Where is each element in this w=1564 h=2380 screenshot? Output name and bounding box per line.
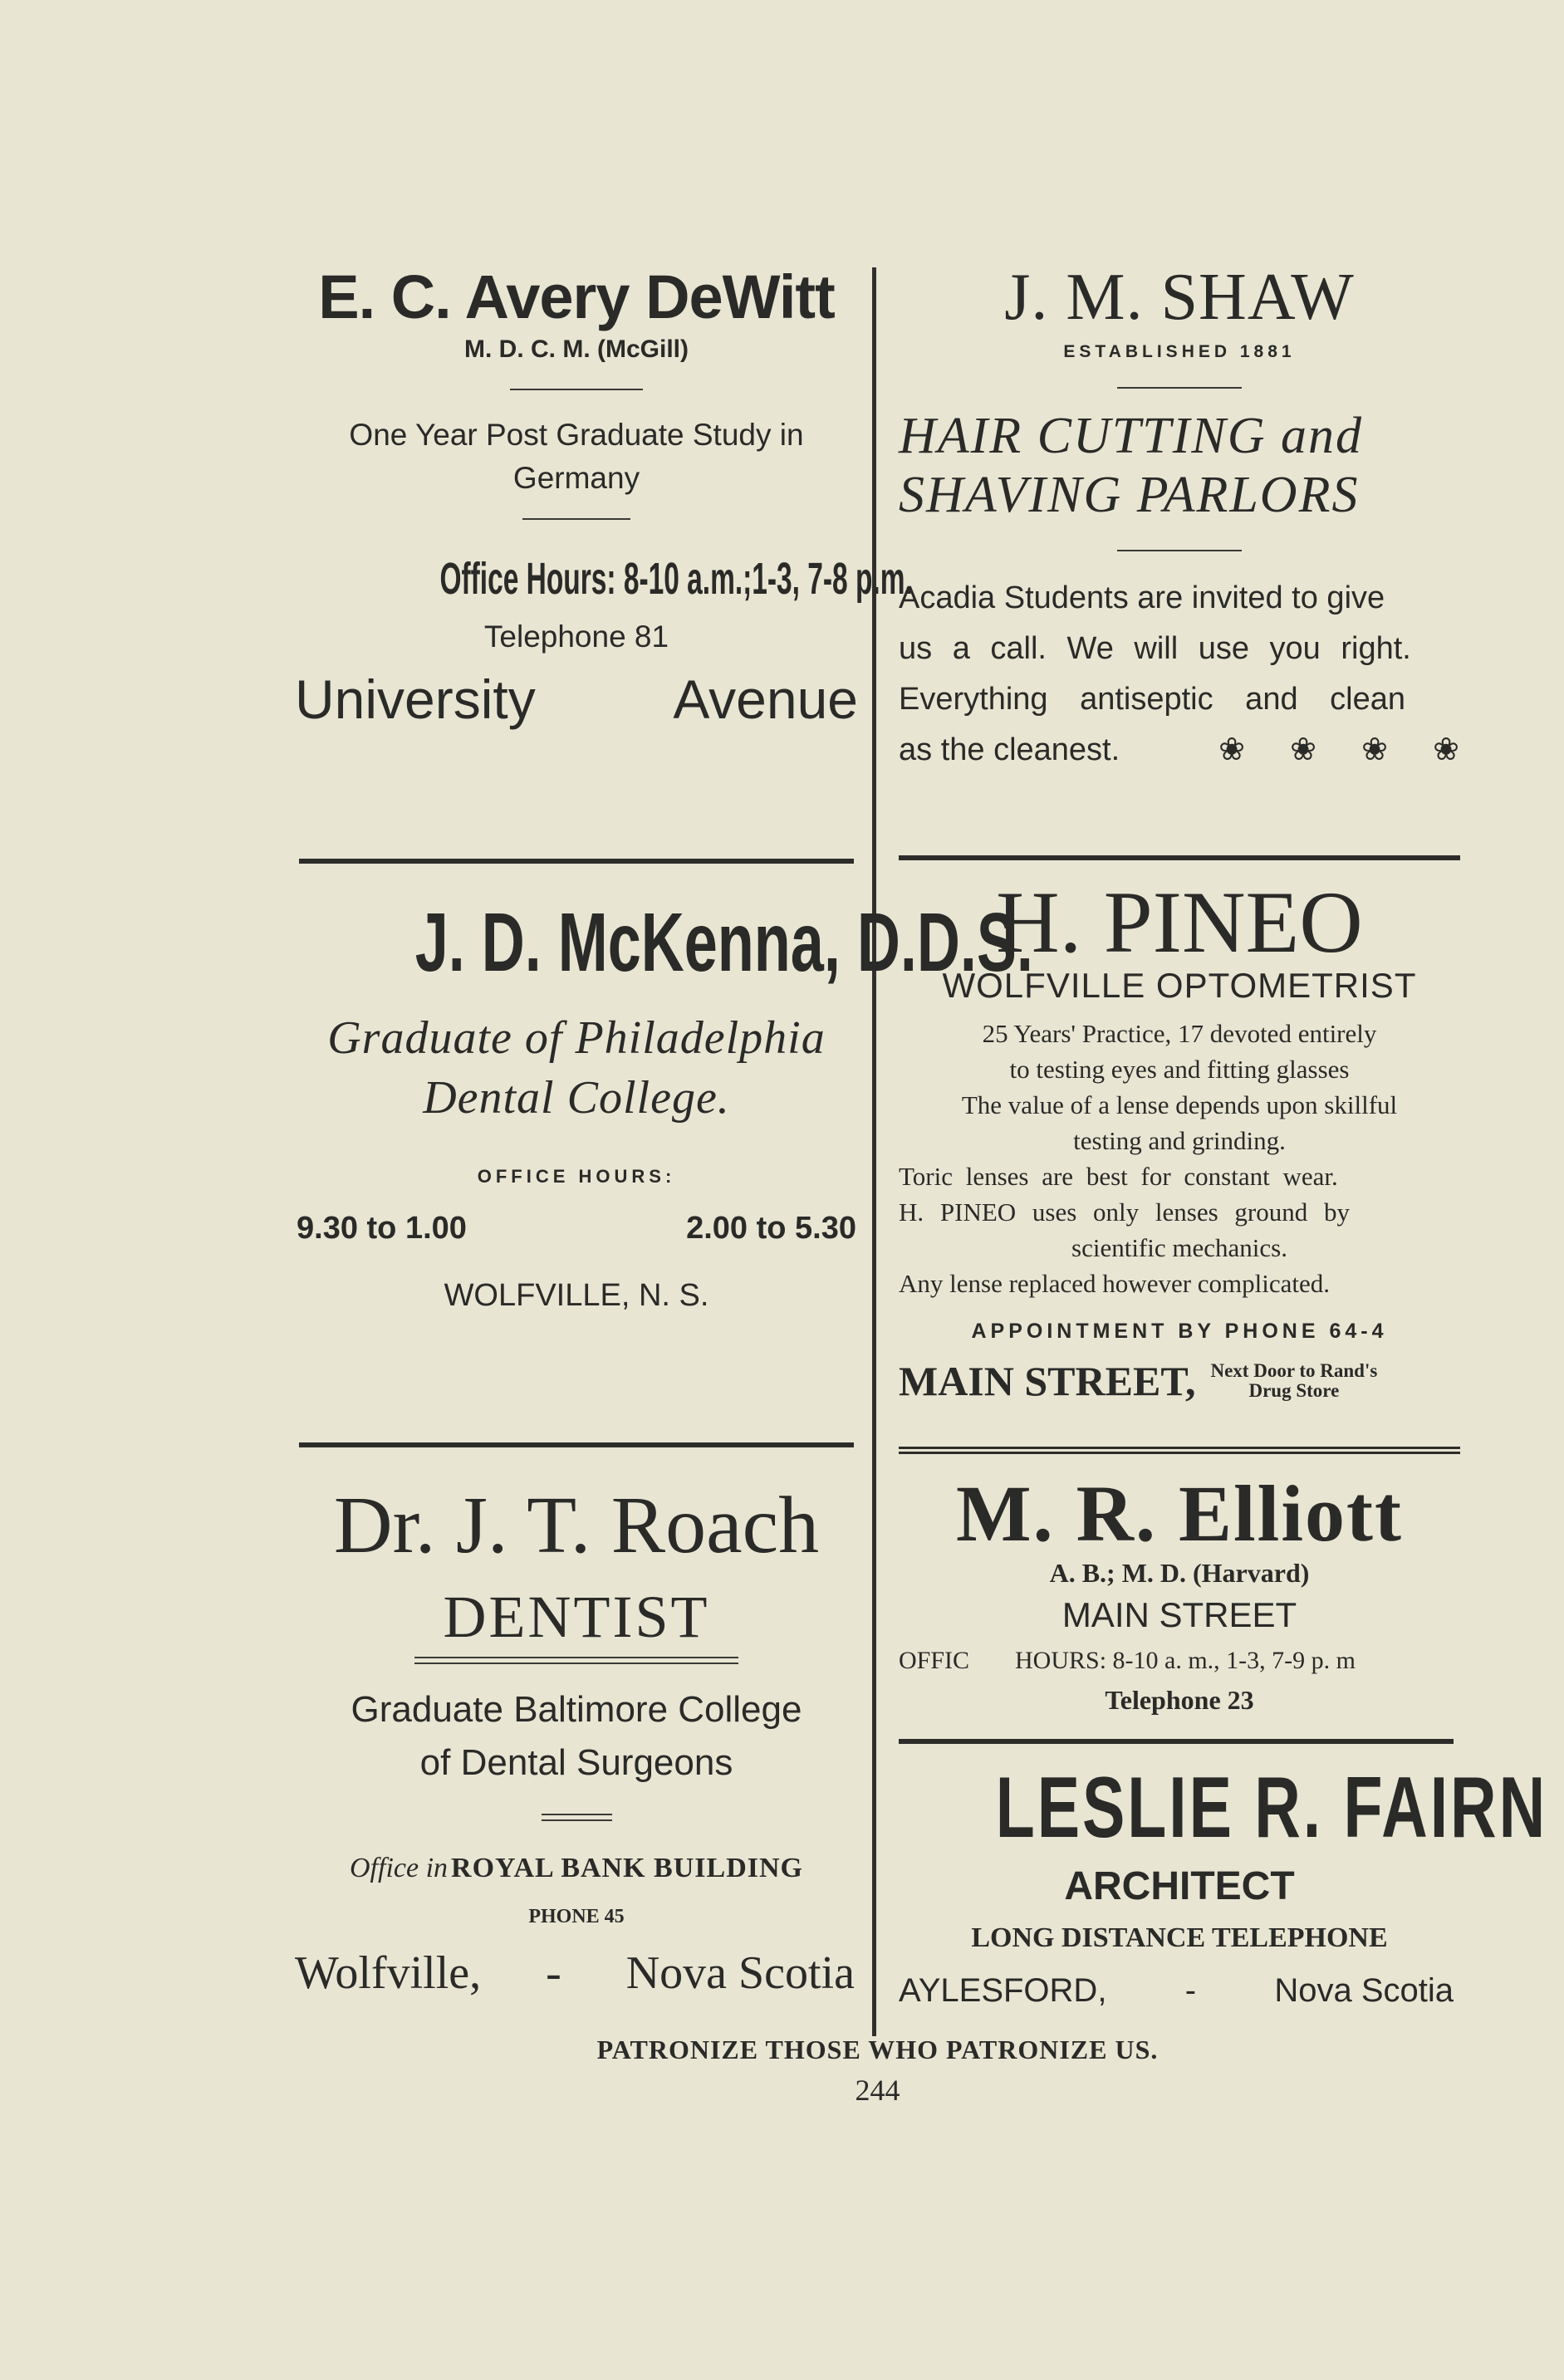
footer-slogan: PATRONIZE THOSE WHO PATRONIZE US. — [596, 2035, 1159, 2064]
pineo-line-7: scientific mechanics. — [1071, 1233, 1287, 1262]
elliott-degree: A. B.; M. D. (Harvard) — [1049, 1558, 1310, 1588]
section-rule — [899, 1447, 1460, 1449]
mckenna-town: WOLFVILLE, N. S. — [444, 1278, 709, 1313]
next-door-line-2: Drug Store — [1248, 1380, 1340, 1401]
hours-afternoon: 2.00 to 5.30 — [686, 1211, 856, 1246]
roach-grad-1: Graduate Baltimore College — [351, 1689, 802, 1730]
pineo-line-1: 25 Years' Practice, 17 devoted entirely — [982, 1019, 1377, 1048]
mckenna-grad-1: Graduate of Philadelphia — [327, 1012, 826, 1064]
section-rule — [899, 1452, 1460, 1454]
fairn-profession: ARCHITECT — [1064, 1864, 1295, 1908]
divider — [1117, 387, 1242, 389]
fairn-town: AYLESFORD, — [899, 1972, 1107, 2009]
mckenna-name: J. D. McKenna, D.D.S. — [414, 896, 1033, 989]
flower-icon: ❀ — [1218, 732, 1245, 767]
pineo-line-5: Toric lenses are best for constant wear. — [899, 1162, 1338, 1191]
section-rule — [899, 855, 1460, 860]
section-rule — [299, 1442, 854, 1447]
double-rule — [542, 1814, 612, 1821]
shaw-heading-1: HAIR CUTTING and — [899, 408, 1364, 464]
elliott-ad — [899, 1468, 1460, 1716]
divider — [510, 389, 643, 390]
shaw-name: J. M. SHAW — [1004, 261, 1355, 334]
double-rule — [414, 1657, 738, 1664]
fairn-ad — [899, 1759, 1548, 2010]
roach-name: Dr. J. T. Roach — [333, 1481, 820, 1570]
elliott-office — [899, 1647, 1460, 1675]
mckenna-hours — [295, 1211, 858, 1246]
pineo-line-4: testing and grinding. — [1073, 1126, 1286, 1155]
pineo-title: WOLFVILLE OPTOMETRIST — [942, 966, 1417, 1005]
shaw-body — [899, 573, 1460, 776]
fairn-dash: - — [1184, 1972, 1197, 2009]
shaw-established: ESTABLISHED 1881 — [1063, 342, 1296, 361]
shaw-body-line-3: Everything antiseptic and clean — [899, 682, 1405, 717]
address-right: Avenue — [673, 668, 858, 730]
dewitt-study: One Year Post Graduate Study in Germany — [349, 418, 804, 495]
elliott-name: M. R. Elliott — [956, 1469, 1403, 1558]
column-divider — [872, 267, 876, 2036]
flower-ornaments — [1218, 725, 1460, 776]
divider — [1117, 550, 1242, 551]
roach-profession: DENTIST — [443, 1584, 710, 1650]
dewitt-ad — [295, 262, 913, 731]
shaw-body-line-4: as the cleanest. — [899, 732, 1120, 767]
shaw-body-line-1: Acadia Students are invited to give — [899, 580, 1385, 615]
dewitt-name: E. C. Avery DeWitt — [318, 262, 835, 331]
pineo-address — [899, 1357, 1460, 1405]
pineo-name: H. PINEO — [996, 874, 1363, 971]
office-prefix: Office in — [350, 1853, 449, 1883]
pineo-body — [899, 1016, 1460, 1301]
pineo-ad — [899, 876, 1460, 1405]
pineo-line-2: to testing eyes and fitting glasses — [1009, 1055, 1350, 1084]
shaw-body-line-2: us a call. We will use you right. — [899, 631, 1411, 666]
fairn-location — [899, 1972, 1460, 2010]
elliott-hours: HOURS: 8-10 a. m., 1-3, 7-9 p. m — [1015, 1647, 1356, 1674]
fairn-province: Nova Scotia — [1274, 1972, 1454, 2009]
flower-icon: ❀ — [1290, 732, 1316, 767]
shaw-ad — [899, 261, 1460, 776]
dewitt-degree: M. D. C. M. (McGill) — [464, 335, 689, 363]
section-rule — [299, 859, 854, 864]
roach-grad-2: of Dental Surgeons — [419, 1742, 733, 1783]
roach-location — [295, 1947, 858, 2000]
elliott-street: MAIN STREET — [1061, 1595, 1297, 1634]
pineo-line-6: H. PINEO uses only lenses ground by — [899, 1197, 1350, 1227]
office-building: ROYAL BANK BUILDING — [451, 1853, 803, 1883]
pineo-line-8: Any lense replaced however complicated. — [899, 1269, 1331, 1298]
page-number: 244 — [855, 2074, 900, 2107]
dewitt-hours: Office Hours: 8-10 a.m.;1-3, 7-8 p.m. — [439, 554, 913, 604]
pineo-line-3: The value of a lense depends upon skillful — [961, 1090, 1398, 1119]
fairn-name: LESLIE R. FAIRN — [995, 1760, 1548, 1856]
roach-province: Nova Scotia — [625, 1947, 855, 1999]
roach-office — [295, 1853, 858, 1884]
roach-phone: PHONE 45 — [528, 1906, 625, 1927]
mckenna-ad — [295, 896, 1033, 1314]
roach-dash: - — [546, 1947, 561, 1999]
fairn-telephone: LONG DISTANCE TELEPHONE — [971, 1922, 1388, 1953]
section-rule — [899, 1739, 1454, 1744]
flower-icon: ❀ — [1361, 732, 1388, 767]
hours-morning: 9.30 to 1.00 — [297, 1211, 467, 1246]
mckenna-grad-2: Dental College. — [423, 1072, 730, 1124]
pineo-next-door — [1210, 1361, 1377, 1401]
dewitt-address — [295, 668, 858, 731]
elliott-office-label: OFFIC — [899, 1647, 970, 1674]
address-left: University — [295, 668, 536, 730]
divider — [522, 518, 630, 520]
pineo-appointment: APPOINTMENT BY PHONE 64-4 — [971, 1320, 1388, 1343]
mckenna-hours-label: OFFICE HOURS: — [477, 1166, 676, 1187]
pineo-street: MAIN STREET, — [899, 1358, 1196, 1404]
dewitt-telephone: Telephone 81 — [483, 619, 669, 654]
roach-town: Wolfville, — [295, 1947, 482, 1999]
next-door-line-1: Next Door to Rand's — [1210, 1360, 1378, 1381]
shaw-heading-2: SHAVING PARLORS — [899, 467, 1360, 523]
roach-ad — [295, 1480, 858, 2000]
flower-icon: ❀ — [1433, 732, 1459, 767]
elliott-telephone: Telephone 23 — [1105, 1685, 1254, 1715]
shaw-body-last — [899, 725, 1460, 776]
